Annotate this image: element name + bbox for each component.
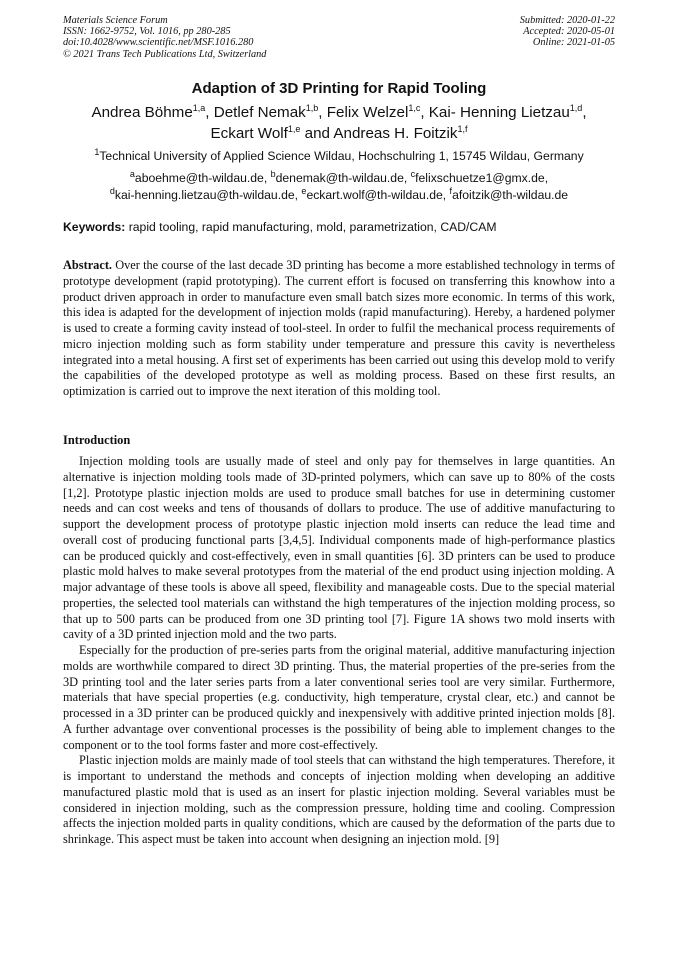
keywords bbox=[63, 220, 497, 234]
doi-line: doi:10.4028/www.scientific.net/MSF.1016.280 bbox=[63, 37, 254, 49]
author-emails bbox=[0, 170, 678, 204]
email-link[interactable]: denemak@th-wildau.de, bbox=[275, 171, 411, 185]
affiliation: $^1$Technical University of Applied Science Wildau, Hochschulring 1, 15745 Wildau, Germany bbox=[94, 146, 584, 163]
keywords-text: rapid tooling, rapid manufacturing, mold, parametrization, CAD/CAM bbox=[125, 220, 497, 234]
author: Detlef Nemak$^{1,b}$, bbox=[213, 102, 327, 121]
submitted-date: Submitted: 2020-01-22 bbox=[519, 15, 615, 26]
author: Eckart Wolf$^{1,e}$ and bbox=[210, 123, 334, 142]
author: Andrea Böhme$^{1,a}$, bbox=[91, 102, 214, 121]
email-link[interactable]: afoitzik@th-wildau.de bbox=[452, 188, 569, 202]
paragraph: Plastic injection molds are mainly made of tool steels that can withstand the high temperatures. Therefore, it is important to understand the methods and concepts of injection molding when developing an additive manufactured plastic mold that is used as an insert for plastic injection molding. Several variables must be considered in injection molding, such as the compression pressure, holding time and cooling. Compression affects the injection molded parts in quality conditions, which are caused by the deformation of the parts due to shrinkage. This aspect must be taken into account when designing an injection mold. [9] bbox=[63, 753, 615, 846]
paragraph: Injection molding tools are usually made of steel and only pay for themselves in large quantities. An alternative is injection molding tools made of 3D-printed polymers, which can save up to 80% of the costs [1,2]. Prototype plastic injection molds are used to produce small batches for use in determining customer needs and can cost weeks and tens of thousands of dollars to produce. The use of additive manufacturing to support the development process of prototype plastic injection mold inserts can reduce the lead time and overall cost of producing functional parts [3,4,5]. Individual components made of high-performance plastics can be produced quickly and cost-effectively, even in small quantities [6]. 3D printers can be used to produce plastic mold halves to make several prototypes from the material of the end product using injection molding. A major advantage of these tools is above all speed, flexibility and manageable costs. Due to the special material properties, the selected tool materials can withstand the high temperatures of the injection molding process, so that up to 500 parts can be produced from one 3D printing tool [7]. Figure 1A shows two mold inserts with cavity of a 3D printed injection mold and the two parts. bbox=[63, 454, 615, 642]
abstract-text: Over the course of the last decade 3D printing has become a more established technology in terms of prototype development (rapid prototyping). The current effort is focused on transferring this knowhow into a product driven approach in order to manufacture even small batch sizes more economic. In terms of this work, this idea is adapted for the development of injection molds (rapid manufacturing). Hereby, a hardened polymer is used to create a forming cavity instead of tool-steel. In order to fulfil the mechanical process requirements of micro injection molding such as form stability under temperature and pressure this cavity is nevertheless integrated into a metal housing. A first set of experiments has been carried out using this develop mold to verify the capabilities of the developed prototype as well as molding process. Based on these first results, an optimization is carried out to improve the next iteration of this molding tool. bbox=[63, 258, 615, 398]
section-heading-introduction: Introduction bbox=[63, 433, 131, 447]
email-link[interactable]: eckart.wolf@th-wildau.de, bbox=[306, 188, 450, 202]
journal-info bbox=[63, 15, 266, 60]
journal-name: Materials Science Forum bbox=[63, 15, 168, 26]
paragraph: Especially for the production of pre-series parts from the original material, additive manufacturing injection molds are worthwhile compared to direct 3D printing. Thus, the material properties of the pre-series from the 3D printing tool and the later series parts from a later conventional series tool are very similar. Furthermore, materials that have special properties (e.g. conductivity, high temperature, crystal clear, etc.) and cannot be processed in a 3D printer can be produced quickly and inexpensively with additive printed injection molds [8]. A further advantage over conventional processes is the possibility of being able to implement changes to the component or to the tool forms faster and more cost-effectively. bbox=[63, 643, 615, 752]
copyright-line: © 2021 Trans Tech Publications Ltd, Switzerland bbox=[63, 48, 267, 60]
author: Andreas H. Foitzik$^{1,f}$ bbox=[333, 123, 468, 142]
abstract-label: Abstract. bbox=[63, 258, 113, 272]
email-link[interactable]: kai-henning.lietzau@th-wildau.de, bbox=[114, 188, 302, 202]
email-link[interactable]: aboehme@th-wildau.de, bbox=[134, 171, 271, 185]
author: Felix Welzel$^{1,c}$, bbox=[326, 102, 429, 121]
keywords-label: Keywords: bbox=[63, 220, 126, 234]
email-line: $^a$aboehme@th-wildau.de, $^b$denemak@th-wildau.de, $^c$felixschuetze1@gmx.de, bbox=[129, 168, 549, 185]
paper-title: Adaption of 3D Printing for Rapid Tooling bbox=[191, 80, 487, 97]
email-link[interactable]: felixschuetze1@gmx.de, bbox=[415, 171, 549, 185]
issn-line: ISSN: 1662-9752, Vol. 1016, pp 280-285 bbox=[63, 26, 231, 38]
abstract bbox=[63, 258, 615, 400]
online-date: Online: 2021-01-05 bbox=[532, 37, 615, 49]
submission-dates bbox=[520, 15, 615, 49]
accepted-date: Accepted: 2020-05-01 bbox=[523, 26, 615, 38]
author-list bbox=[55, 102, 623, 144]
author: Kai- Henning Lietzau$^{1,d}$, bbox=[428, 102, 587, 121]
email-line: $^d$kai-henning.lietzau@th-wildau.de, $^e$eckart.wolf@th-wildau.de, $^f$afoitzik@th-wildau.de bbox=[109, 185, 569, 202]
introduction-body bbox=[63, 454, 615, 848]
